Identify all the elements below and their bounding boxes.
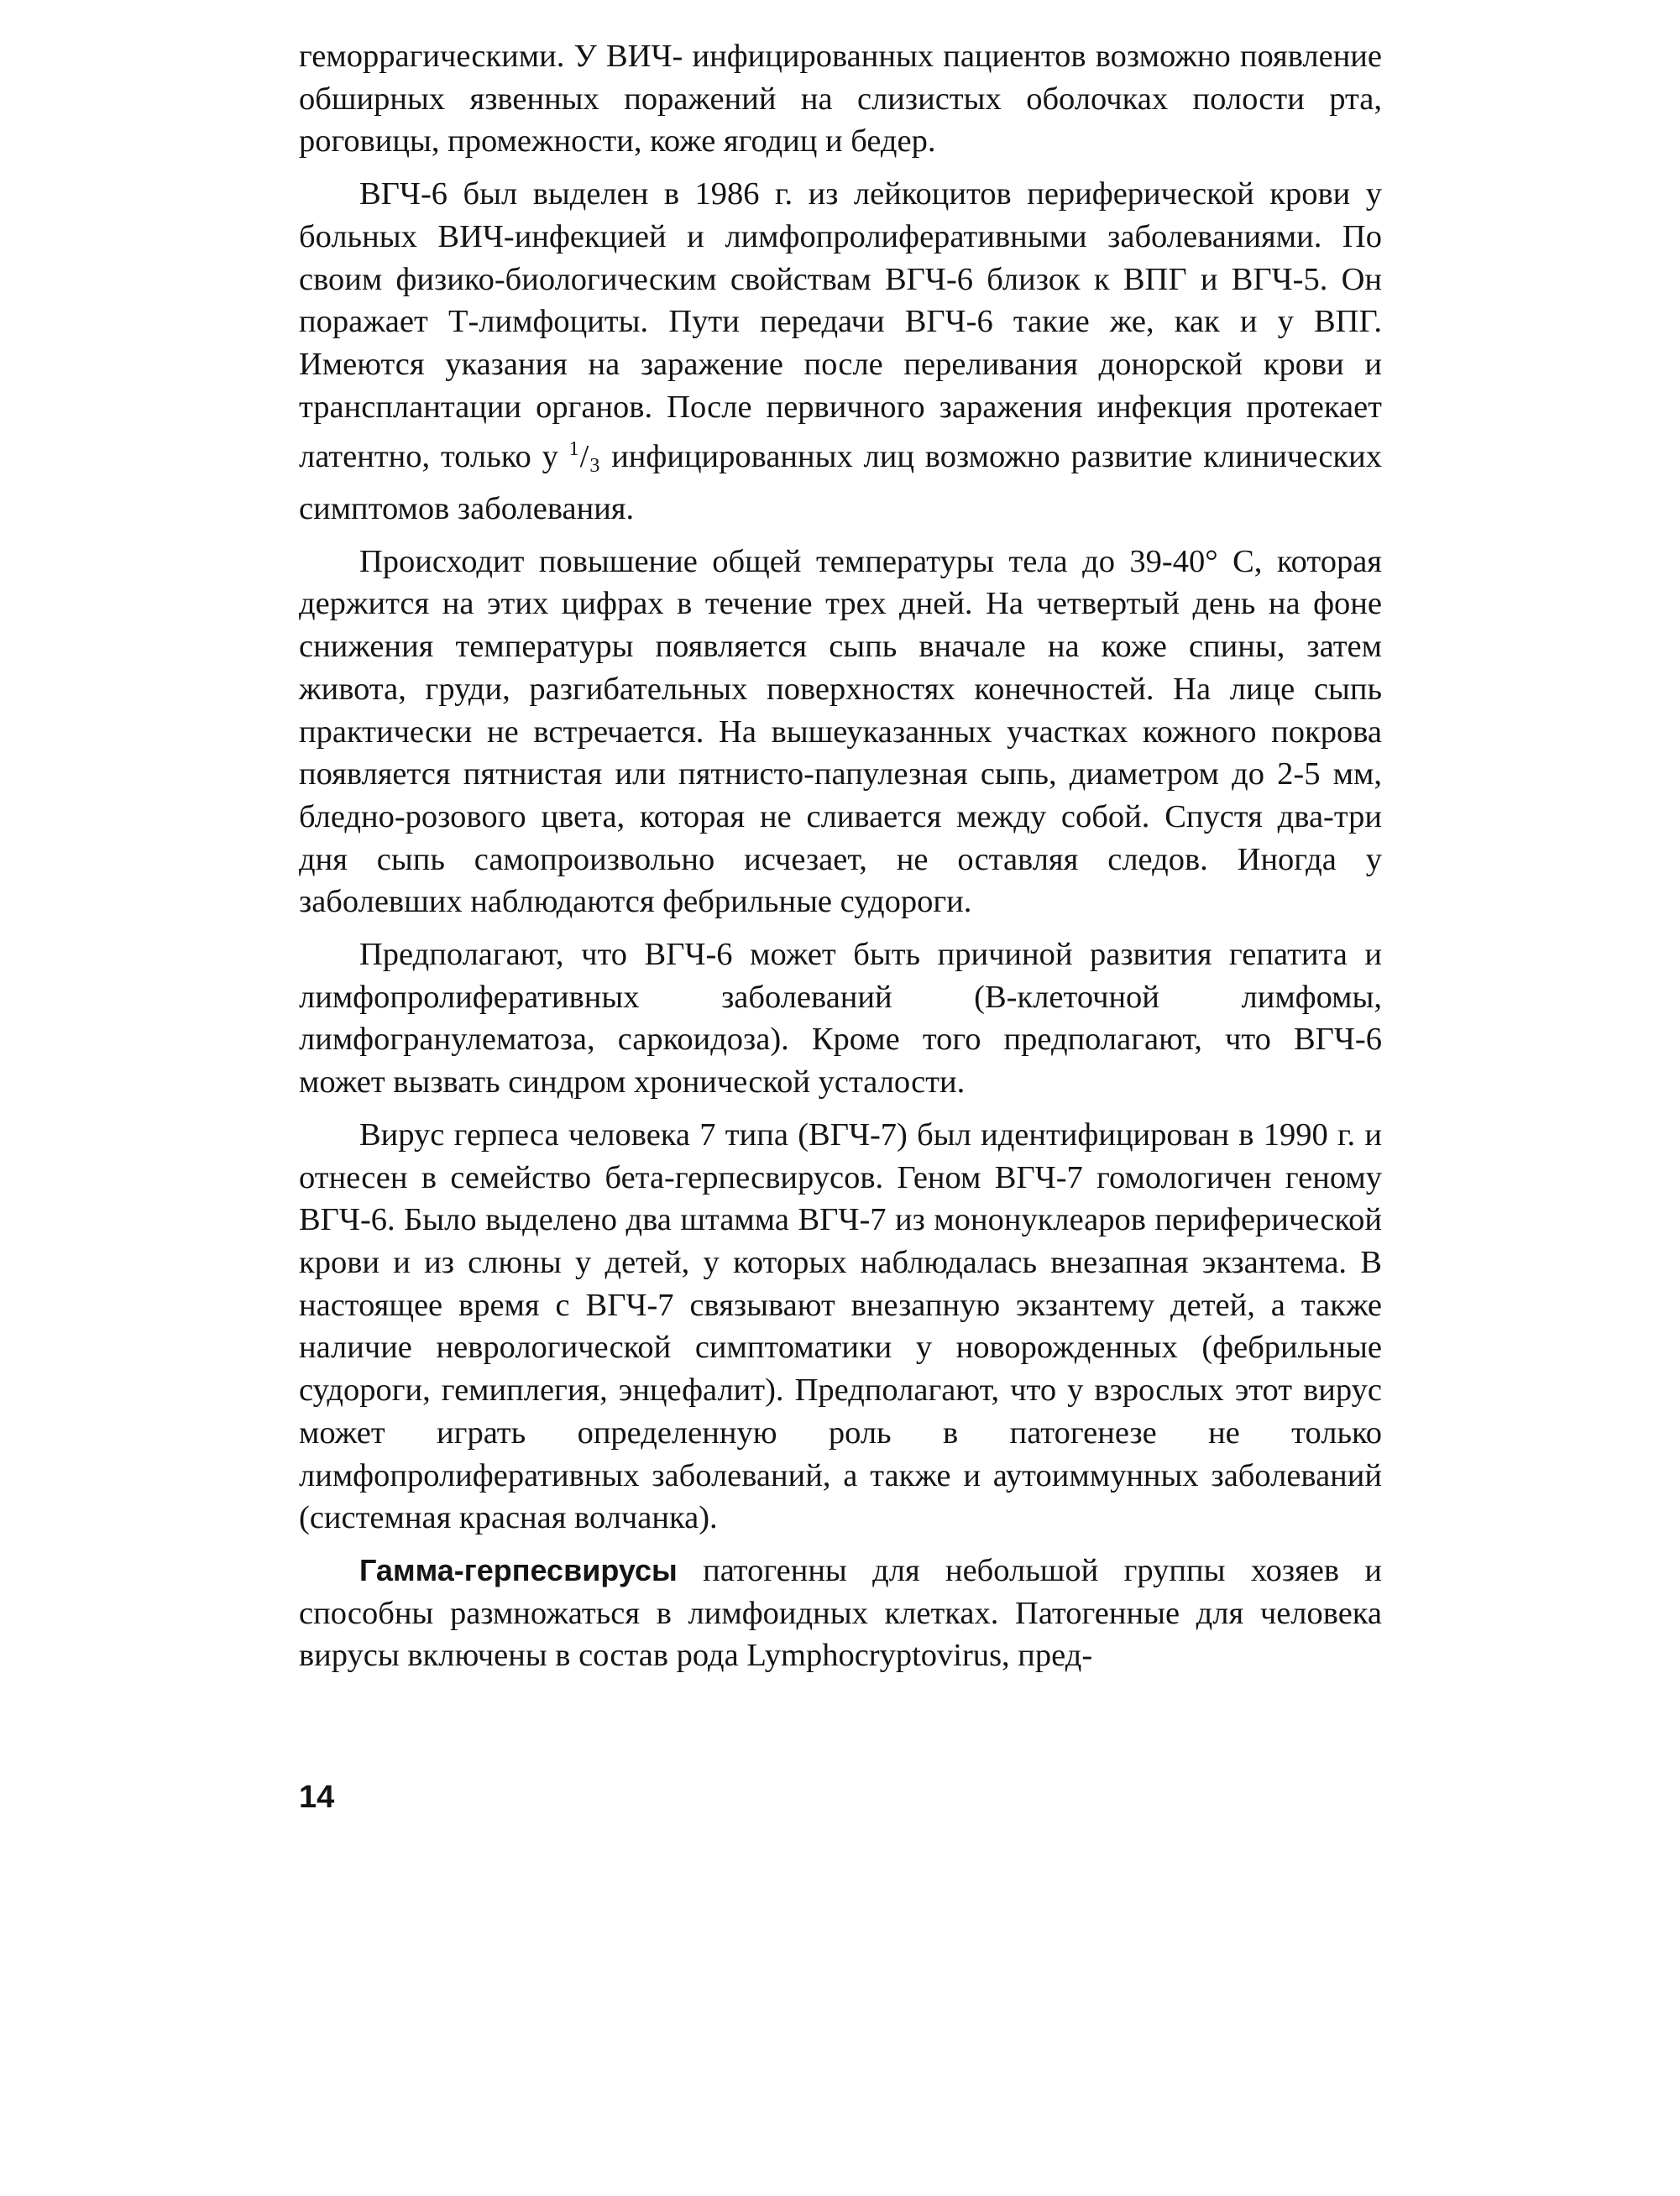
- paragraph-2-tail: инфицированных лиц возможно развитие клинических симптомов заболевания.: [299, 439, 1382, 527]
- paragraph-6: [299, 1550, 1382, 1677]
- fraction-one-third: $^1/_3$: [568, 438, 601, 478]
- fraction-denominator: 3: [589, 455, 601, 478]
- section-lead-term: Гамма-герпесвирусы: [359, 1552, 678, 1587]
- paragraph-3: Происходит повышение общей температуры тела до 39-40° С, которая держится на этих цифрах в течение трех дней. На четвертый день на фоне снижения температуры появляется сыпь вначале на коже спины, затем живота, груди, разгибательных поверхностях конечностей. На лице сыпь практически не встречается. На вышеуказанных участках кожного покрова появляется пятнистая или пятнисто-папулезная сыпь, диаметром до 2-5 мм, бледно-розового цвета, которая не сливается между собой. Спустя два-три дня сыпь самопроизвольно исчезает, не оставляя следов. Иногда у заболевших наблюдаются фебрильные судороги.: [299, 543, 1382, 920]
- paragraph-2-text: ВГЧ-6 был выделен в 1986 г. из лейкоцитов периферической крови у больных ВИЧ-инфекцией и лимфопролиферативными заболеваниями. По своим физико-биологическим свойствам ВГЧ-6 близок к ВПГ и ВГЧ-5. Он поражает Т-лимфоциты. Пути передачи ВГЧ-6 такие же, как и у ВПГ. Имеются указания на заражение после переливания донорской крови и трансплантации органов. После первичного заражения инфекция протекает латентно, только у: [299, 176, 1382, 475]
- paragraph-2: [299, 173, 1382, 531]
- paragraph-6-text: патогенны для небольшой группы хозяев и способны размножаться в лимфоидных клетках. Патогенные для человека вирусы включены в состав рода Lymphocryptovirus, пред-: [299, 1552, 1382, 1674]
- page-number: 14: [299, 1780, 335, 1815]
- paragraph-5: Вирус герпеса человека 7 типа (ВГЧ-7) был идентифицирован в 1990 г. и отнесен в семейство бета-герпесвирусов. Геном ВГЧ-7 гомологичен геному ВГЧ-6. Было выделено два штамма ВГЧ-7 из мононуклеаров периферической крови и из слюны у детей, у которых наблюдалась внезапная экзантема. В настоящее время с ВГЧ-7 связывают внезапную экзантему детей, а также наличие неврологической симптоматики у новорожденных (фебрильные судороги, гемиплегия, энцефалит). Предполагают, что у взрослых этот вирус может играть определенную роль в патогенезе не только лимфопролиферативных заболеваний, а также и аутоиммунных заболеваний (системная красная волчанка).: [299, 1116, 1382, 1536]
- paragraph-1: геморрагическими. У ВИЧ- инфицированных пациентов возможно появление обширных язвенных поражений на слизистых оболочках полости рта, роговицы, промежности, коже ягодиц и бедер.: [299, 39, 1382, 159]
- paragraph-4: Предполагают, что ВГЧ-6 может быть причиной развития гепатита и лимфопролиферативных заболеваний (В-клеточной лимфомы, лимфогранулематоза, саркоидоза). Кроме того предполагают, что ВГЧ-6 может вызвать синдром хронической усталости.: [299, 937, 1382, 1101]
- page-body-text: [299, 35, 1382, 1687]
- fraction-numerator: 1: [568, 438, 580, 461]
